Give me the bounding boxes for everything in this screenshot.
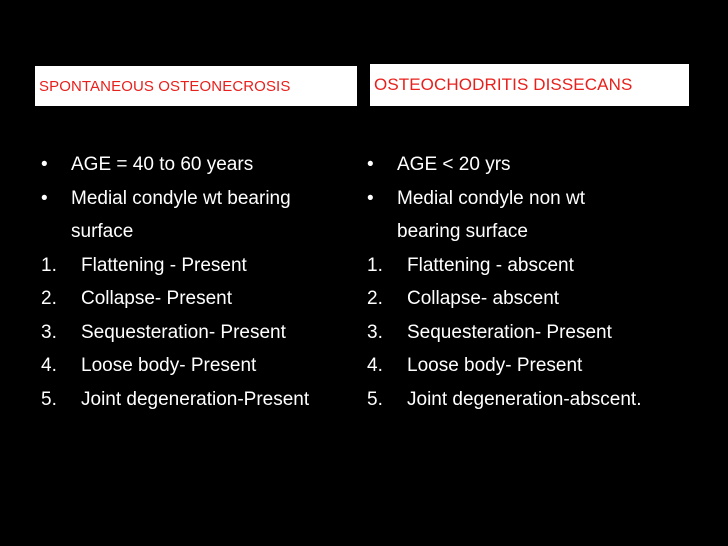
list-number: 4.	[41, 355, 57, 376]
left-header-text: SPONTANEOUS OSTEONECROSIS	[39, 77, 291, 95]
left-numbered-item	[41, 249, 363, 283]
right-bullet-age	[367, 148, 707, 182]
right-numbered-item	[367, 349, 707, 383]
bullet-marker: •	[41, 187, 48, 209]
bullet-marker: •	[367, 154, 374, 175]
left-condyle-continuation-text: surface	[71, 221, 134, 242]
list-number: 4.	[367, 355, 383, 376]
right-item-text: Flattening - abscent	[407, 254, 574, 276]
right-condyle-text: Medial condyle non wt	[397, 187, 585, 209]
left-item-text: Flattening - Present	[81, 254, 247, 276]
left-column-header	[35, 66, 357, 106]
bullet-marker: •	[41, 154, 48, 175]
left-bullet-condyle	[41, 182, 363, 216]
list-number: 3.	[41, 321, 57, 343]
right-header-text: OSTEOCHODRITIS DISSECANS	[374, 75, 633, 94]
left-item-text: Joint degeneration-Present	[81, 388, 310, 410]
right-column	[367, 148, 707, 416]
right-item-text: Sequesteration- Present	[407, 321, 612, 343]
left-column	[41, 148, 363, 416]
list-number: 2.	[367, 288, 383, 309]
right-item-text: Loose body- Present	[407, 355, 583, 376]
left-item-text: Loose body- Present	[81, 355, 257, 376]
right-bullet-condyle	[367, 182, 707, 216]
list-number: 3.	[367, 321, 383, 343]
list-number: 1.	[367, 254, 383, 276]
right-column-header	[370, 64, 689, 106]
list-number: 5.	[41, 388, 57, 410]
left-age-text: AGE = 40 to 60 years	[71, 154, 254, 175]
list-number: 2.	[41, 288, 57, 309]
left-numbered-item	[41, 349, 363, 383]
left-numbered-item	[41, 383, 363, 417]
left-bullet-age	[41, 148, 363, 182]
left-item-text: Sequesteration- Present	[81, 321, 286, 343]
right-item-text: Collapse- abscent	[407, 288, 560, 309]
left-condyle-text: Medial condyle wt bearing	[71, 187, 291, 209]
left-numbered-item	[41, 282, 363, 316]
right-numbered-item	[367, 282, 707, 316]
left-numbered-item	[41, 316, 363, 350]
right-condyle-continuation-text: bearing surface	[397, 221, 528, 242]
right-bullet-condyle-continuation	[367, 215, 707, 249]
list-number: 5.	[367, 388, 383, 410]
left-item-text: Collapse- Present	[81, 288, 233, 309]
right-numbered-item	[367, 316, 707, 350]
right-numbered-item	[367, 383, 707, 417]
right-item-text: Joint degeneration-abscent.	[407, 388, 642, 410]
list-number: 1.	[41, 254, 57, 276]
right-age-text: AGE < 20 yrs	[397, 154, 511, 175]
bullet-marker: •	[367, 187, 374, 209]
right-numbered-item	[367, 249, 707, 283]
left-bullet-condyle-continuation	[41, 215, 363, 249]
